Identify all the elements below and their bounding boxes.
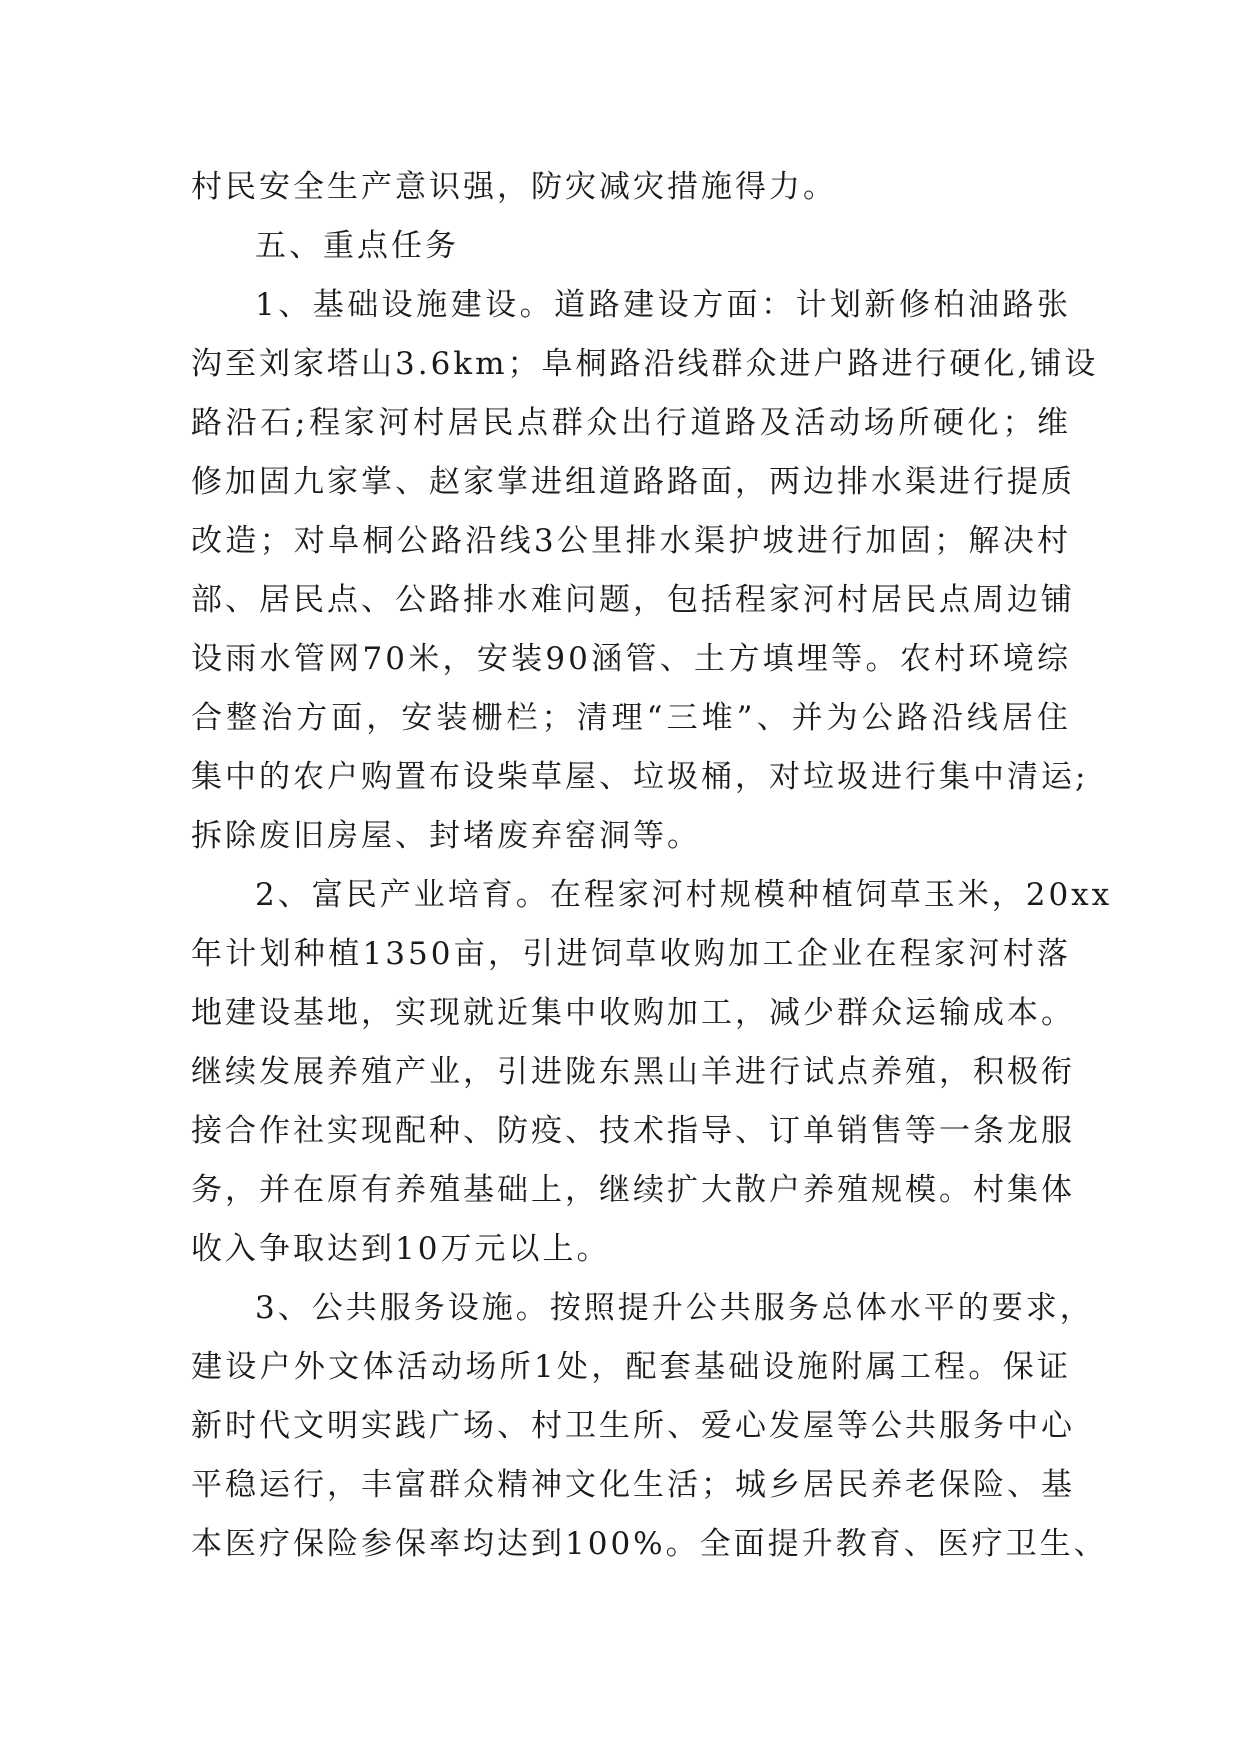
text-line: 部、居民点、公路排水难问题，包括程家河村居民点周边铺	[191, 582, 1075, 618]
text-line: 地建设基地，实现就近集中收购加工，减少群众运输成本。	[191, 995, 1075, 1031]
text-line: 五、重点任务	[255, 228, 459, 264]
text-line: 集中的农户购置布设柴草屋、垃圾桶，对垃圾进行集中清运;	[191, 759, 1089, 795]
text-line: 务，并在原有养殖基础上，继续扩大散户养殖规模。村集体	[191, 1172, 1075, 1208]
text-line: 路沿石;程家河村居民点群众出行道路及活动场所硬化；维	[191, 405, 1071, 441]
text-line: 设雨水管网70米，安装90涵管、土方填埋等。农村环境综	[191, 641, 1071, 677]
text-line: 合整治方面，安装栅栏；清理“三堆”、并为公路沿线居住	[191, 700, 1071, 736]
text-line: 本医疗保险参保率均达到100%。全面提升教育、医疗卫生、	[191, 1526, 1108, 1562]
text-line: 收入争取达到10万元以上。	[191, 1231, 611, 1267]
text-line: 2、富民产业培育。在程家河村规模种植饲草玉米，20xx	[255, 877, 1113, 913]
text-line: 修加固九家掌、赵家掌进组道路路面，两边排水渠进行提质	[191, 464, 1075, 500]
text-line: 村民安全生产意识强，防灾减灾措施得力。	[191, 169, 837, 205]
body-text	[191, 158, 1113, 1574]
text-line: 3、公共服务设施。按照提升公共服务总体水平的要求，	[255, 1290, 1094, 1326]
text-line: 继续发展养殖产业，引进陇东黑山羊进行试点养殖，积极衔	[191, 1054, 1075, 1090]
text-line: 年计划种植1350亩，引进饲草收购加工企业在程家河村落	[191, 936, 1071, 972]
text-line: 接合作社实现配种、防疫、技术指导、订单销售等一条龙服	[191, 1113, 1075, 1149]
text-line: 拆除废旧房屋、封堵废弃窑洞等。	[191, 818, 701, 854]
text-line: 平稳运行，丰富群众精神文化生活；城乡居民养老保险、基	[191, 1467, 1075, 1503]
text-line: 1、基础设施建设。道路建设方面：计划新修柏油路张	[255, 287, 1071, 323]
text-line: 沟至刘家塔山3.6km；阜桐路沿线群众进户路进行硬化,铺设	[191, 346, 1099, 382]
text-line: 新时代文明实践广场、村卫生所、爱心发屋等公共服务中心	[191, 1408, 1075, 1444]
text-line: 改造；对阜桐公路沿线3公里排水渠护坡进行加固；解决村	[191, 523, 1071, 559]
text-line: 建设户外文体活动场所1处，配套基础设施附属工程。保证	[191, 1349, 1071, 1385]
